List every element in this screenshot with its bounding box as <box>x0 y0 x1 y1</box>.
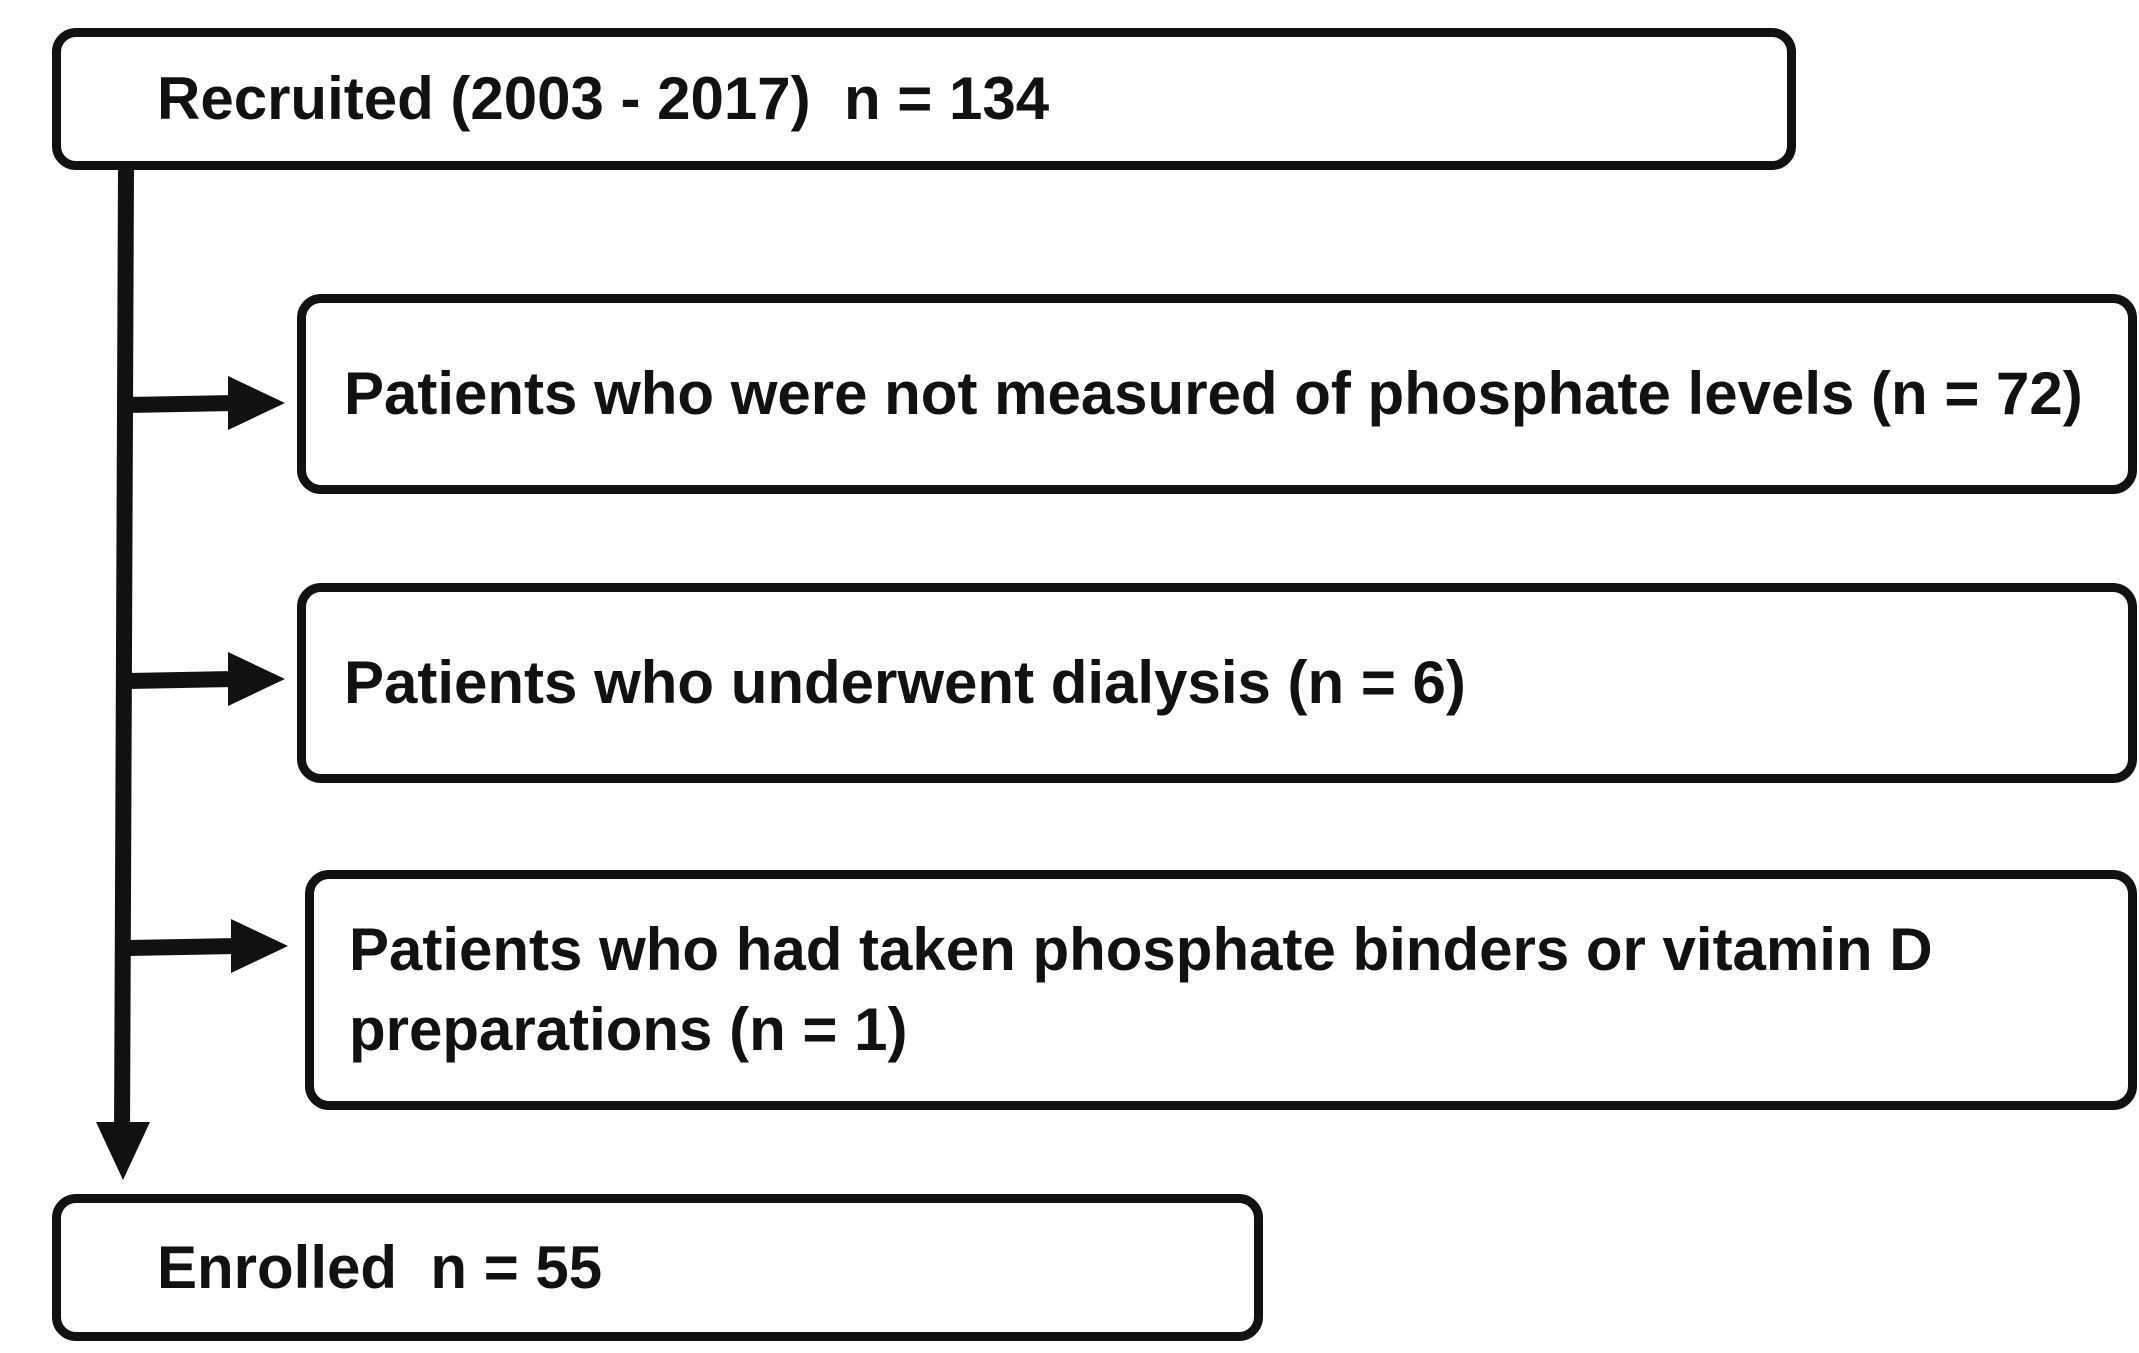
enrolled-box <box>52 1194 1263 1341</box>
recruited-box <box>52 28 1796 170</box>
down-arrow-head <box>96 1122 150 1180</box>
branch-arrow-head-2 <box>228 652 285 706</box>
exclusion-label-3: Patients who had taken phosphate binders or vitamin D preparations (n = 1) <box>349 916 1933 1063</box>
branch-line-2 <box>125 679 235 681</box>
branch-line-1 <box>125 403 235 405</box>
branch-arrow-head-3 <box>231 919 288 973</box>
enrolled-label: Enrolled n = 55 <box>157 1233 603 1301</box>
exclusion-box-1 <box>297 294 2137 494</box>
branch-line-3 <box>124 946 238 948</box>
trunk-line <box>122 168 126 1135</box>
recruited-label: Recruited (2003 - 2017) n = 134 <box>157 65 1050 132</box>
branch-arrow-head-1 <box>228 376 285 430</box>
exclusion-label-2: Patients who underwent dialysis (n = 6) <box>344 649 1466 716</box>
exclusion-box-2 <box>297 583 2137 783</box>
exclusion-label-1: Patients who were not measured of phosphate levels (n = 72) <box>344 360 2083 427</box>
exclusion-box-3 <box>305 870 2137 1110</box>
